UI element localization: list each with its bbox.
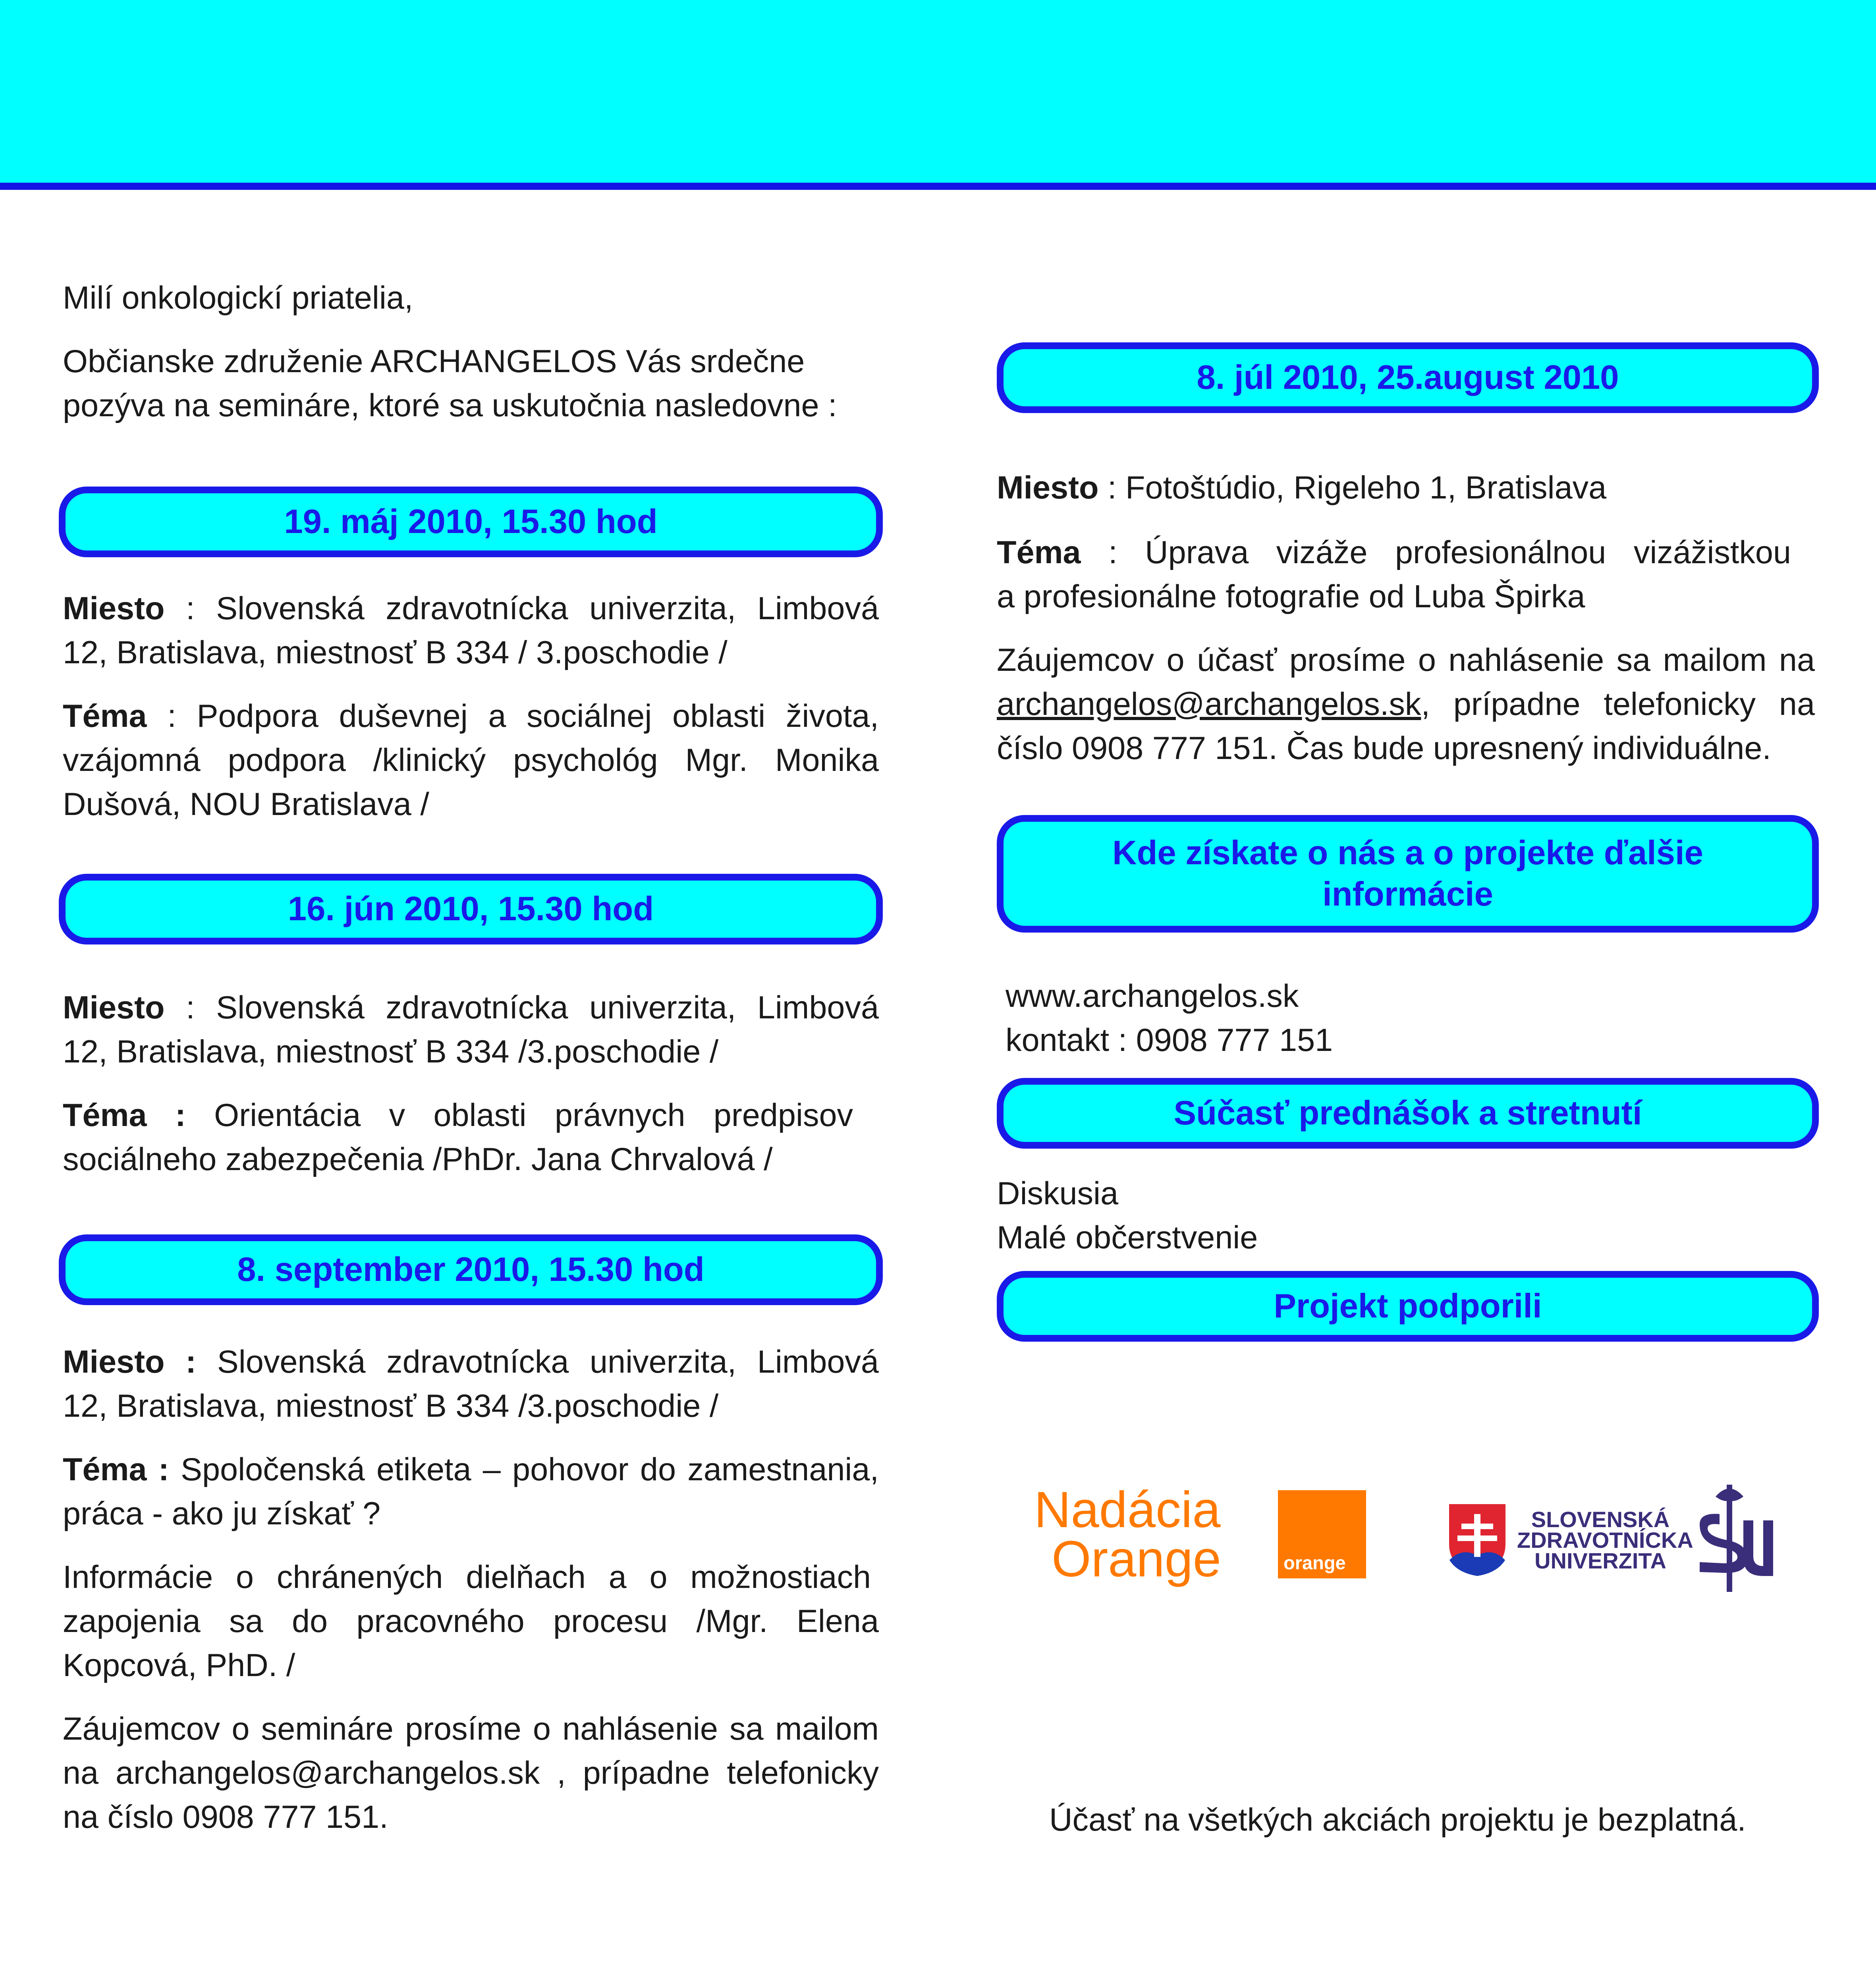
event-4-topic-line-1: Téma : Úprava vizáže profesionálnou vizážistkou [997, 535, 1791, 570]
event-1-place-line-1: Miesto : Slovenská zdravotnícka univerzita, Limbová [63, 591, 879, 626]
email-link[interactable]: archangelos@archangelos.sk [997, 686, 1421, 722]
event-2-topic-line-1: Téma : Orientácia v oblasti právnych predpisov [63, 1097, 853, 1133]
event-3-extra-line-3: Kopcová, PhD. / [63, 1647, 295, 1683]
place-label: Miesto [63, 591, 165, 626]
topic-label: Téma [997, 535, 1081, 570]
event-date-4: 8. júl 2010, 25.august 2010 [997, 342, 1819, 413]
event-3-topic-line-2: práca - ako ju získať ? [63, 1496, 381, 1532]
orange-logo: orange [1278, 1490, 1366, 1578]
event-1-topic-line-3: Dušová, NOU Bratislava / [63, 786, 429, 822]
greeting: Milí onkologickí priatelia, [63, 280, 413, 316]
seminar-contact-line-2: na archangelos@archangelos.sk , prípadne telefonicky [63, 1755, 879, 1791]
seminar-contact-line-3: na číslo 0908 777 151. [63, 1799, 388, 1835]
footer-note: Účasť na všetkých akciách projektu je bezplatná. [1049, 1802, 1746, 1838]
event-4-contact-line-2: archangelos@archangelos.sk, prípadne telefonicky na [997, 686, 1815, 722]
top-divider-line [0, 183, 1876, 190]
event-1-place-line-2: 12, Bratislava, miestnosť B 334 / 3.poschodie / [63, 635, 728, 670]
topic-label: Téma [63, 698, 147, 734]
program-item-discussion: Diskusia [997, 1176, 1119, 1211]
szu-emblem-icon [1684, 1481, 1775, 1596]
top-banner [0, 0, 1876, 183]
nadacia-orange-logo-line-2: Orange [1052, 1531, 1221, 1588]
event-date-2: 16. jún 2010, 15.30 hod [59, 874, 883, 944]
slovak-coat-of-arms-icon [1446, 1501, 1509, 1578]
event-3-extra-line-1: Informácie o chránených dielňach a o možnostiach [63, 1559, 871, 1595]
event-3-extra-line-2: zapojenia sa do pracovného procesu /Mgr. Elena [63, 1603, 879, 1639]
contact-phone: kontakt : 0908 777 151 [1006, 1022, 1333, 1058]
topic-label: Téma : [63, 1452, 169, 1487]
intro-line-2: pozýva na semináre, ktoré sa uskutočnia nasledovne : [63, 388, 837, 423]
event-4-contact-line-1: Záujemcov o účasť prosíme o nahlásenie sa mailom na [997, 642, 1815, 678]
event-1-topic-line-1: Téma : Podpora duševnej a sociálnej oblasti života, [63, 698, 879, 734]
event-2-topic-line-2: sociálneho zabezpečenia /PhDr. Jana Chrvalová / [63, 1141, 773, 1177]
event-2-place-line-1: Miesto : Slovenská zdravotnícka univerzita, Limbová [63, 990, 879, 1026]
event-date-3: 8. september 2010, 15.30 hod [59, 1234, 883, 1305]
topic-label: Téma : [63, 1097, 186, 1133]
website-link[interactable]: www.archangelos.sk [1006, 978, 1299, 1014]
info-heading: Kde získate o nás a o projekte ďalšie informácie [997, 815, 1819, 933]
event-4-place: Miesto : Fotoštúdio, Rigeleho 1, Bratislava [997, 470, 1607, 506]
event-4-contact-line-3: číslo 0908 777 151. Čas bude upresnený individuálne. [997, 730, 1771, 766]
event-4-topic-line-2: a profesionálne fotografie od Luba Špirka [997, 579, 1585, 614]
nadacia-orange-logo-line-1: Nadácia [1034, 1481, 1221, 1538]
event-3-place-line-1: Miesto : Slovenská zdravotnícka univerzita, Limbová [63, 1344, 879, 1380]
program-item-refreshments: Malé občerstvenie [997, 1220, 1258, 1255]
event-3-topic-line-1: Téma : Spoločenská etiketa – pohovor do zamestnania, [63, 1452, 879, 1487]
event-3-place-line-2: 12, Bratislava, miestnosť B 334 /3.poschodie / [63, 1388, 719, 1424]
event-date-1: 19. máj 2010, 15.30 hod [59, 487, 883, 557]
place-label: Miesto [997, 470, 1099, 506]
szu-logo-text: SLOVENSKÁ ZDRAVOTNÍCKA UNIVERZITA [1517, 1507, 1693, 1573]
event-1-topic-line-2: vzájomná podpora /klinický psychológ Mgr. Monika [63, 742, 879, 778]
intro-line-1: Občianske združenie ARCHANGELOS Vás srdečne [63, 344, 805, 379]
place-label: Miesto : [63, 1344, 197, 1380]
program-heading: Súčasť prednášok a stretnutí [997, 1078, 1819, 1149]
seminar-contact-line-1: Záujemcov o semináre prosíme o nahlásenie sa mailom [63, 1711, 879, 1747]
event-2-place-line-2: 12, Bratislava, miestnosť B 334 /3.poschodie / [63, 1034, 719, 1070]
place-label: Miesto [63, 990, 165, 1026]
supporters-heading: Projekt podporili [997, 1271, 1819, 1342]
